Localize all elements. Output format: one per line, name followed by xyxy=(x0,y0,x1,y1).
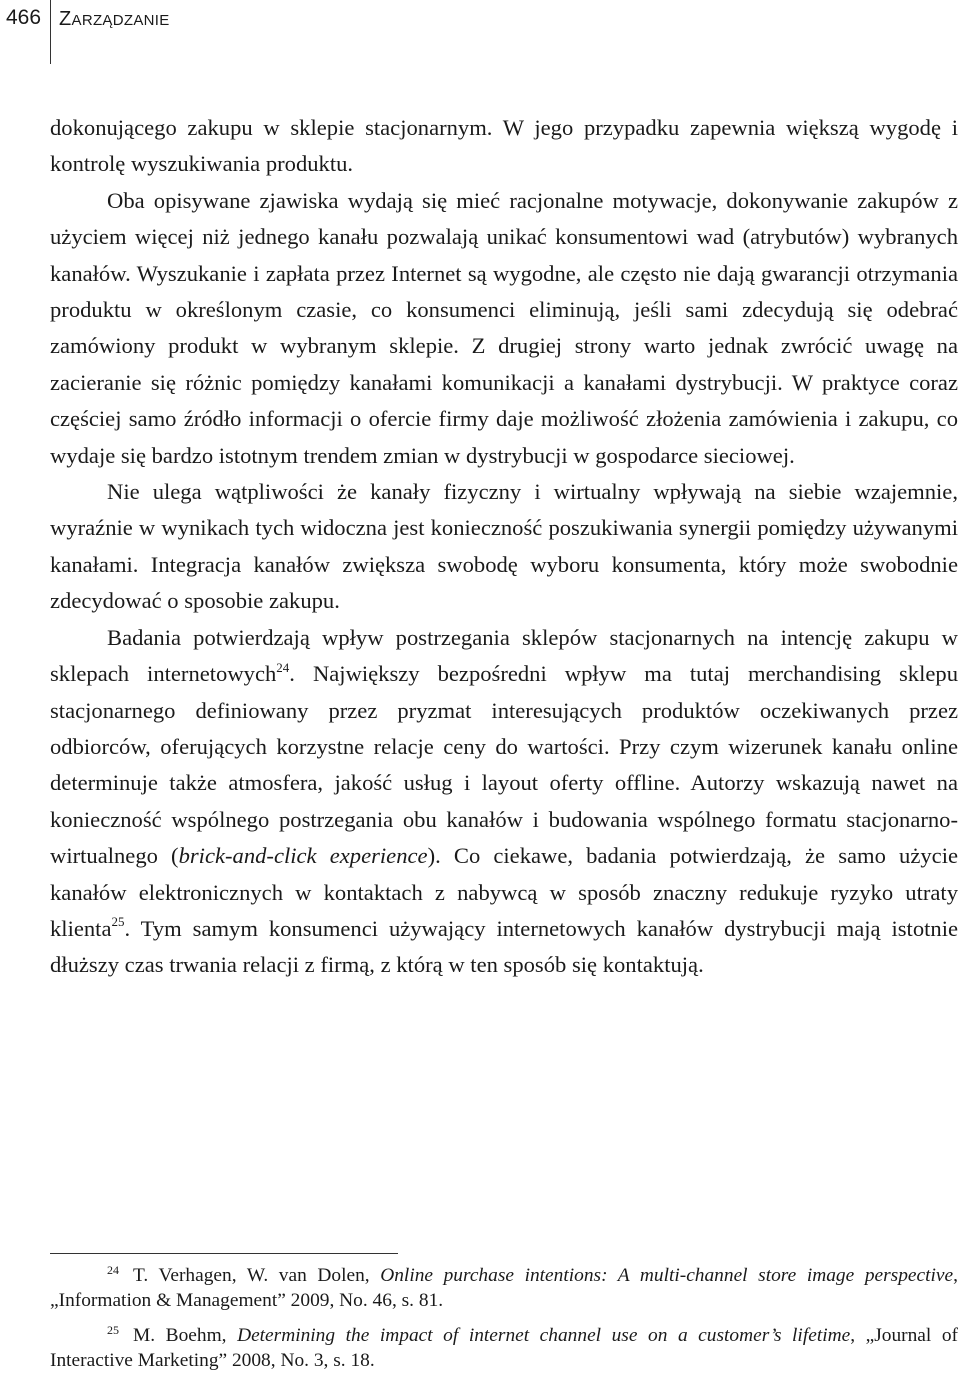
paragraph-1: dokonującego zakupu w sklepie stacjonarnym. W jego przypadku zapewnia większą wygodę i kontrolę wyszukiwania produktu. xyxy=(50,115,958,177)
footnote-authors: M. Boehm, xyxy=(133,1325,238,1346)
paragraph-4 xyxy=(50,620,958,984)
running-head-initial: Z xyxy=(59,8,72,30)
page-number: 466 xyxy=(6,6,42,29)
footnote-source: , „Journal of Interactive Marketing” 2008, No. 3, s. 18. xyxy=(50,1325,958,1371)
footnote-separator xyxy=(50,1253,398,1254)
footnote-title: Online purchase intentions: A multi-channel store image perspective xyxy=(380,1265,954,1286)
paragraph-4-text-b: . Największy bezpośredni wpływ ma tutaj merchandising sklepu stacjonarnego definiowany przez pryzmat interesujących produktów oczekiwanych przez odbiorców, oferujących korzystne relacje ceny do wartości. Przy czym wizerunek kanału online determinuje także atmosfera, jakość usług i layout oferty offline. Autorzy wskazują nawet na konieczność wspólnego postrzegania obu kanałów i budowania wspólnego formatu stacjonarno-wirtualnego ( xyxy=(50,661,959,869)
footnote-authors: T. Verhagen, W. van Dolen, xyxy=(133,1265,381,1286)
paragraph-4-text-d: . Tym samym konsumenci używający internetowych kanałów dystrybucji mają istotnie dłuższy czas trwania relacji z firmą, z którą w ten sposób się kontaktują. xyxy=(50,915,958,978)
page-header xyxy=(0,0,960,64)
footnote-24 xyxy=(50,1263,958,1313)
footnote-ref-25[interactable]: 25 xyxy=(111,914,125,930)
paragraph-4-text-a: Badania potwierdzają wpływ postrzegania sklepów stacjonarnych na intencję zakupu w sklepach internetowych xyxy=(50,624,958,687)
running-head xyxy=(59,8,170,31)
footnote-title: Determining the impact of internet channel use on a customer’s lifetime xyxy=(237,1325,851,1346)
paragraph-4-text-c: ). Co ciekawe, badania potwierdzają, że samo użycie kanałów elektronicznych w kontaktach z nabywcą w sposób znaczny redukuje ryzyko utraty klienta xyxy=(50,843,958,941)
footnote-number: 25 xyxy=(107,1322,119,1337)
paragraph-3: Nie ulega wątpliwości że kanały fizyczny i wirtualny wpływają na siebie wzajemnie, wyraźnie w wynikach tych widoczna jest konieczność poszukiwania synergii pomiędzy używanymi kanałami. Integracja kanałów zwiększa swobodę wyboru konsumenta, który może swobodnie zdecydować o sposobie zakupu. xyxy=(50,479,958,614)
footnote-ref-24[interactable]: 24 xyxy=(276,659,290,675)
running-head-rest: ARZĄDZANIE xyxy=(71,12,170,29)
header-divider xyxy=(50,0,51,64)
paragraph-2: Oba opisywane zjawiska wydają się mieć racjonalne motywacje, dokonywanie zakupów z użyciem więcej niż jednego kanału pozwalają unikać konsumentowi wad (atrybutów) wybranych kanałów. Wyszukanie i zapłata przez Internet są wygodne, ale często nie dają gwarancji otrzymania produktu w określonym czasie, co konsumenci eliminują, jeśli sami zdecydują się odebrać zamówiony produkt w wybranym sklepie. Z drugiej strony warto jednak zwrócić uwagę na zacieranie się różnic pomiędzy kanałami komunikacji a kanałami dystrybucji. W praktyce coraz częściej samo źródło informacji o ofercie firmy daje możliwość złożenia zamówienia i zakupu, co wydaje się bardzo istotnym trendem zmian w dystrybucji w gospodarce sieciowej. xyxy=(50,187,958,468)
paragraph-4-italic: brick-and-click experience xyxy=(178,843,428,869)
footnote-25 xyxy=(50,1323,958,1373)
body-text xyxy=(50,110,958,984)
footnotes xyxy=(50,1263,958,1383)
footnote-number: 24 xyxy=(107,1262,119,1277)
footnote-source: , „Information & Management” 2009, No. 46, s. 81. xyxy=(50,1265,958,1311)
